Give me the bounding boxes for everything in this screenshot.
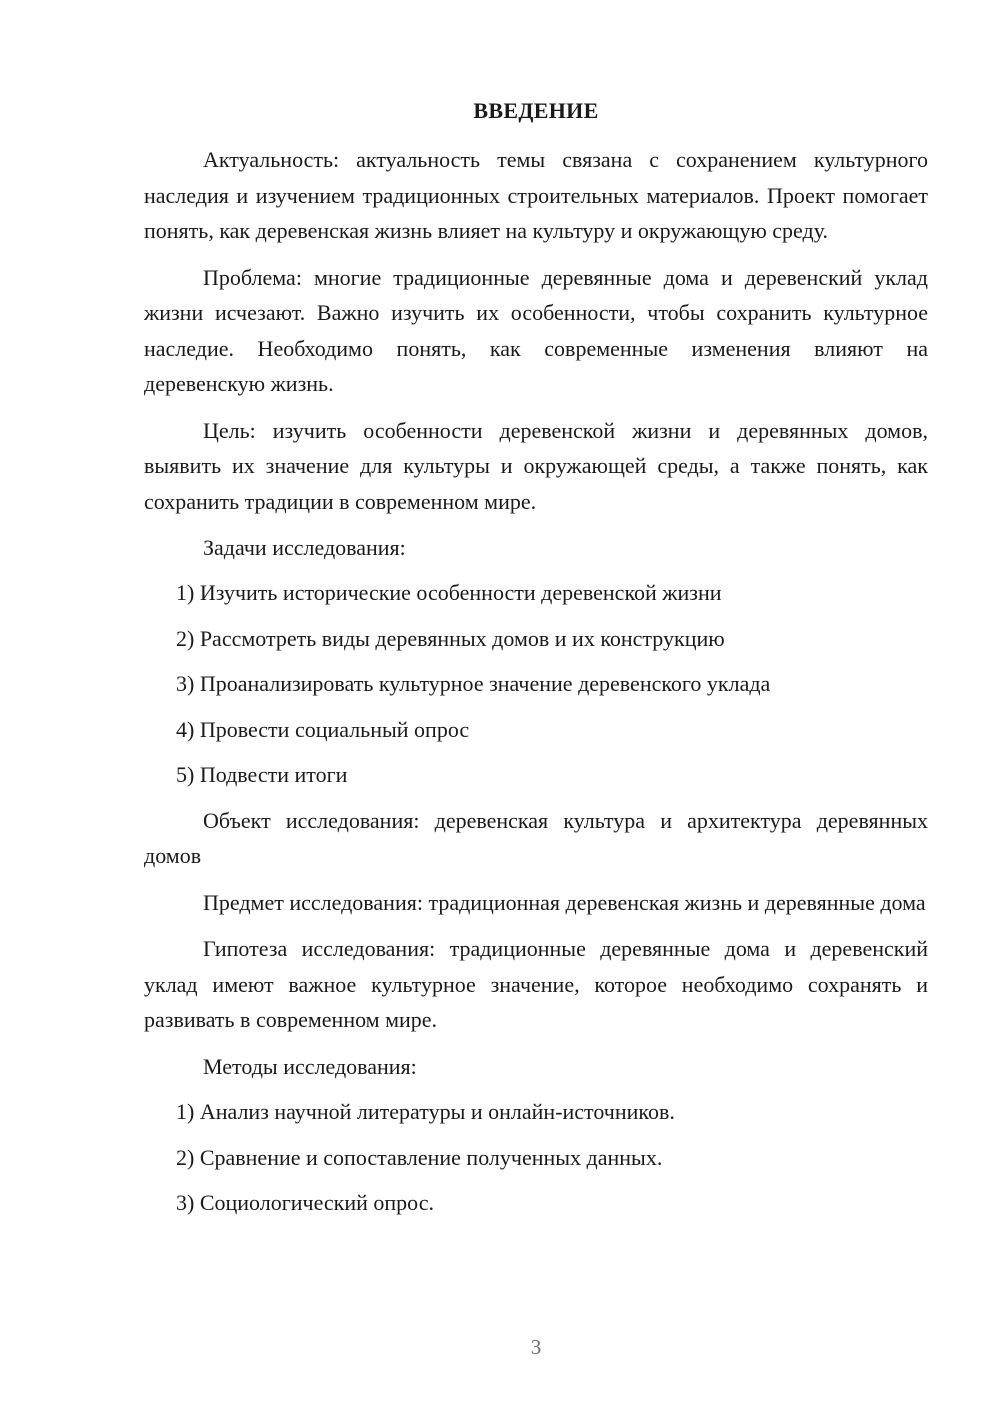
list-item: 1) Изучить исторические особенности деревенской жизни bbox=[176, 580, 722, 605]
list-item: 3) Проанализировать культурное значение деревенского уклада bbox=[176, 671, 771, 697]
document-title: ВВЕДЕНИЕ bbox=[473, 98, 599, 123]
tasks-heading: Задачи исследования: bbox=[203, 535, 406, 560]
object-paragraph: Объект исследования: деревенская культура и архитектура деревянных домов bbox=[144, 807, 928, 869]
document-page bbox=[144, 94, 928, 1231]
methods-list bbox=[144, 1094, 928, 1220]
hypothesis-paragraph: Гипотеза исследования: традиционные деревянные дома и деревенский уклад имеют важное культурное значение, которое необходимо сохранять и развивать в современном мире. bbox=[144, 936, 928, 1033]
list-item: 2) Рассмотреть виды деревянных домов и их конструкцию bbox=[176, 625, 725, 651]
list-item: 2) Сравнение и сопоставление полученных данных. bbox=[176, 1144, 663, 1170]
list-item: 4) Провести социальный опрос bbox=[176, 716, 470, 742]
tasks-list bbox=[144, 575, 928, 792]
goal-paragraph: Цель: изучить особенности деревенской жизни и деревянных домов, выявить их значение для культуры и окружающей среды, а также понять, как сохранить традиции в современном мире. bbox=[144, 417, 928, 514]
list-item: 1) Анализ научной литературы и онлайн-источников. bbox=[176, 1098, 675, 1124]
page-number: 3 bbox=[530, 1335, 542, 1359]
problem-paragraph: Проблема: многие традиционные деревянные дома и деревенский уклад жизни исчезают. Важно изучить их особенности, чтобы сохранить культурное наследие. Необходимо понять, как современные изменения влияют на деревенскую жизнь. bbox=[144, 264, 928, 396]
methods-heading: Методы исследования: bbox=[203, 1053, 417, 1079]
list-item: 3) Социологический опрос. bbox=[176, 1190, 434, 1216]
subject-paragraph: Предмет исследования: традиционная деревенская жизнь и деревянные дома bbox=[203, 889, 926, 915]
relevance-paragraph: Актуальность: актуальность темы связана с сохранением культурного наследия и изучением традиционных строительных материалов. Проект помогает понять, как деревенская жизнь влияет на культуру и окружающую среду. bbox=[144, 147, 928, 243]
list-item: 5) Подвести итоги bbox=[176, 762, 348, 788]
